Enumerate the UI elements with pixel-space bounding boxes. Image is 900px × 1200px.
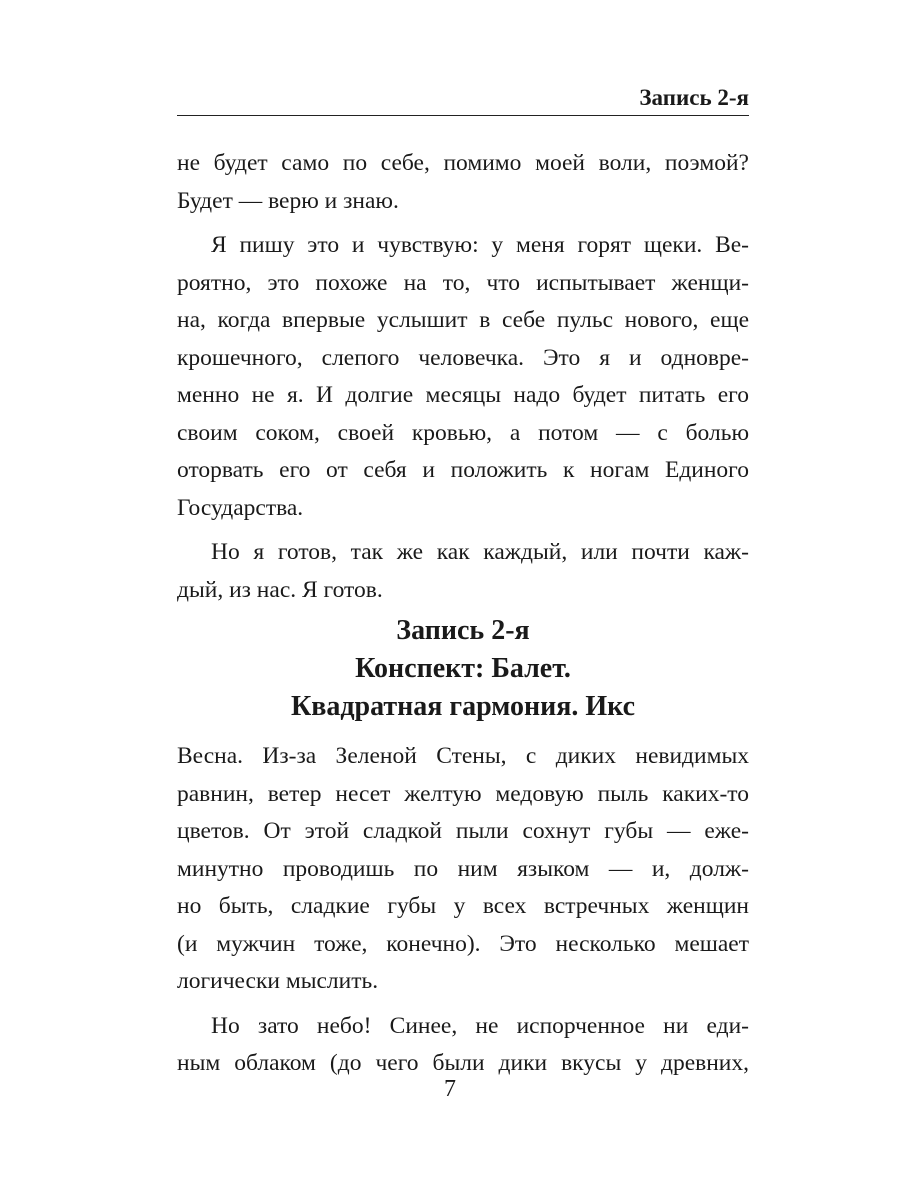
running-head (177, 83, 749, 116)
chapter-heading-line-3: Квадратная гармония. Икс (290, 691, 636, 722)
text-line: равнин, ветер несет желтую медовую пыль каких-то (177, 780, 749, 807)
chapter-heading (177, 612, 749, 726)
page-number: 7 (444, 1076, 456, 1102)
text-line: Государства. (177, 494, 304, 521)
text-line: не будет само по себе, помимо моей воли, поэмой? (177, 150, 749, 176)
text-line: минутно проводишь по ним языком — и, долж- (177, 855, 749, 882)
upper-text-block (177, 145, 749, 609)
text-line: логически мыслить. (177, 968, 379, 994)
text-line: ным облаком (до чего были дики вкусы у древних, (177, 1050, 749, 1076)
chapter-heading-line-2: Конспект: Балет. (355, 653, 571, 684)
text-line: дый, из нас. Я готов. (177, 576, 383, 603)
text-line: Но зато небо! Синее, не испорченное ни еди- (211, 1012, 749, 1039)
lower-text-block (177, 738, 749, 1083)
text-line: цветов. От этой сладкой пыли сохнут губы — еже- (177, 818, 749, 844)
text-line: менно не я. И долгие месяцы надо будет питать его (177, 382, 749, 408)
text-line: Но я готов, так же как каждый, или почти каж- (211, 539, 749, 565)
running-head-title: Запись 2-я (639, 85, 749, 110)
chapter-heading-line-1: Запись 2-я (396, 615, 530, 646)
text-line: (и мужчин тоже, конечно). Это несколько мешает (177, 930, 749, 957)
text-line: на, когда впервые услышит в себе пульс нового, еще (177, 307, 749, 333)
text-line: Весна. Из-за Зеленой Стены, с диких невидимых (177, 743, 749, 769)
text-line: своим соком, своей кровью, а потом — с болью (177, 419, 749, 446)
text-line: Будет — верю и знаю. (177, 187, 399, 214)
text-line: роятно, это похоже на то, что испытывает женщи- (177, 269, 749, 296)
text-line: оторвать его от себя и положить к ногам Единого (177, 457, 749, 483)
text-line: Я пишу это и чувствую: у меня горят щеки. Ве- (211, 232, 749, 258)
text-line: крошечного, слепого человечка. Это я и одновре- (177, 344, 749, 371)
text-line: но быть, сладкие губы у всех встречных женщин (177, 893, 749, 919)
